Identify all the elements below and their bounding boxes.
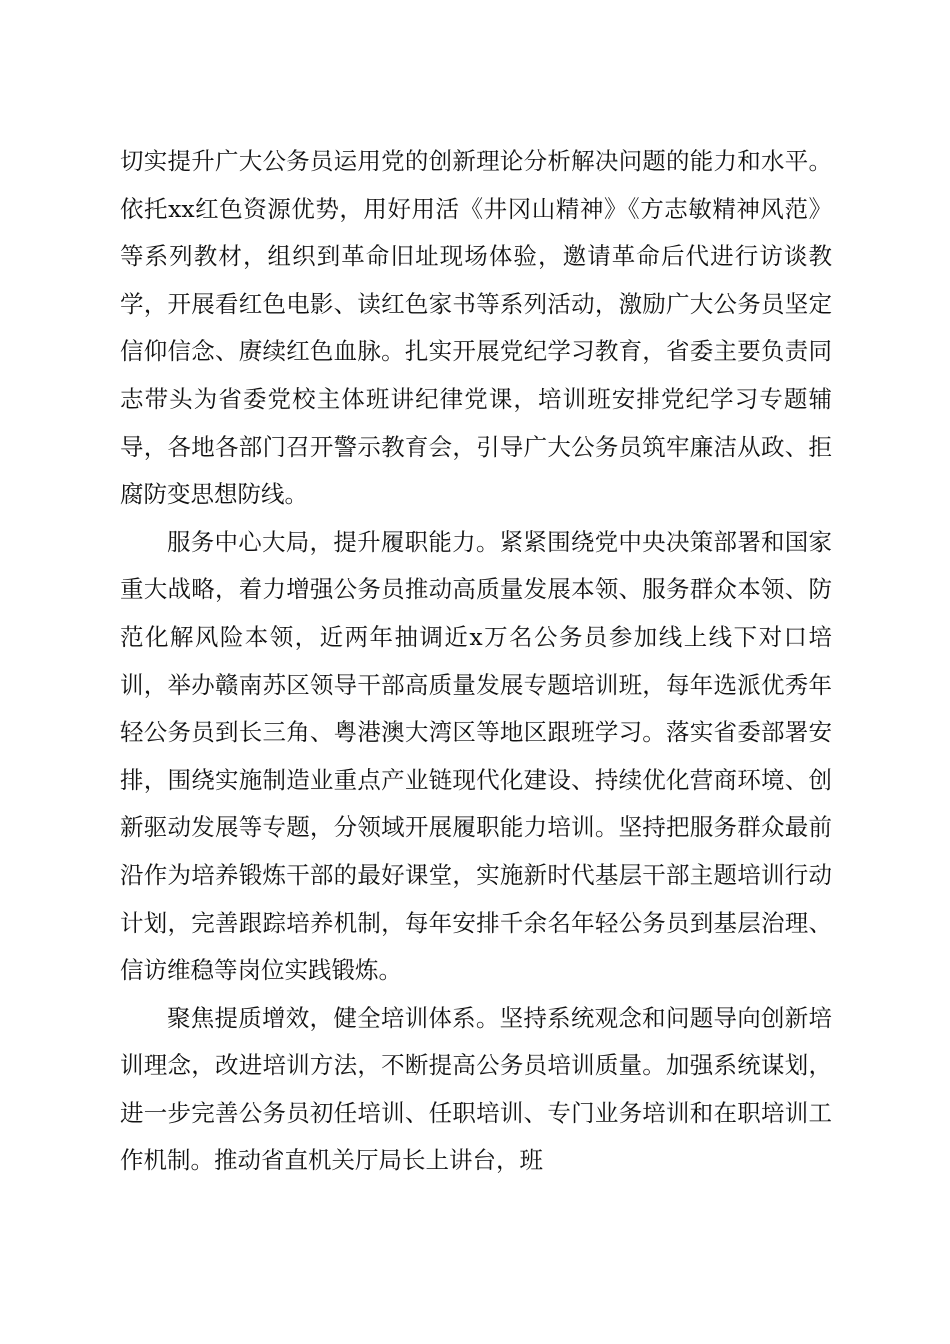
paragraph-1: 切实提升广大公务员运用党的创新理论分析解决问题的能力和水平。依托xx红色资源优势，用好用活《井冈山精神》《方志敏精神风范》等系列教材，组织到革命旧址现场体验，邀请革命后代进行访谈教学，开展看红色电影、读红色家书等系列活动，激励广大公务员坚定信仰信念、赓续红色血脉。扎实开展党纪学习教育，省委主要负责同志带头为省委党校主体班讲纪律党课，培训班安排党纪学习专题辅导，各地各部门召开警示教育会，引导广大公务员筑牢廉洁从政、拒腐防变思想防线。 (120, 147, 832, 509)
paragraph-2: 服务中心大局，提升履职能力。紧紧围绕党中央决策部署和国家重大战略，着力增强公务员推动高质量发展本领、服务群众本领、防范化解风险本领，近两年抽调近x万名公务员参加线上线下对口培训，举办赣南苏区领导干部高质量发展专题培训班，每年选派优秀年轻公务员到长三角、粤港澳大湾区等地区跟班学习。落实省委部署安排，围绕实施制造业重点产业链现代化建设、持续优化营商环境、创新驱动发展等专题，分领域开展履职能力培训。坚持把服务群众最前沿作为培养锻炼干部的最好课堂，实施新时代基层干部主题培训行动计划，完善跟踪培养机制，每年安排千余名年轻公务员到基层治理、信访维稳等岗位实践锻炼。 (120, 527, 832, 985)
paragraph-3: 聚焦提质增效，健全培训体系。坚持系统观念和问题导向创新培训理念，改进培训方法，不断提高公务员培训质量。加强系统谋划，进一步完善公务员初任培训、任职培训、专门业务培训和在职培训工作机制。推动省直机关厅局长上讲台，班 (120, 1003, 832, 1175)
document-body (120, 138, 832, 1185)
